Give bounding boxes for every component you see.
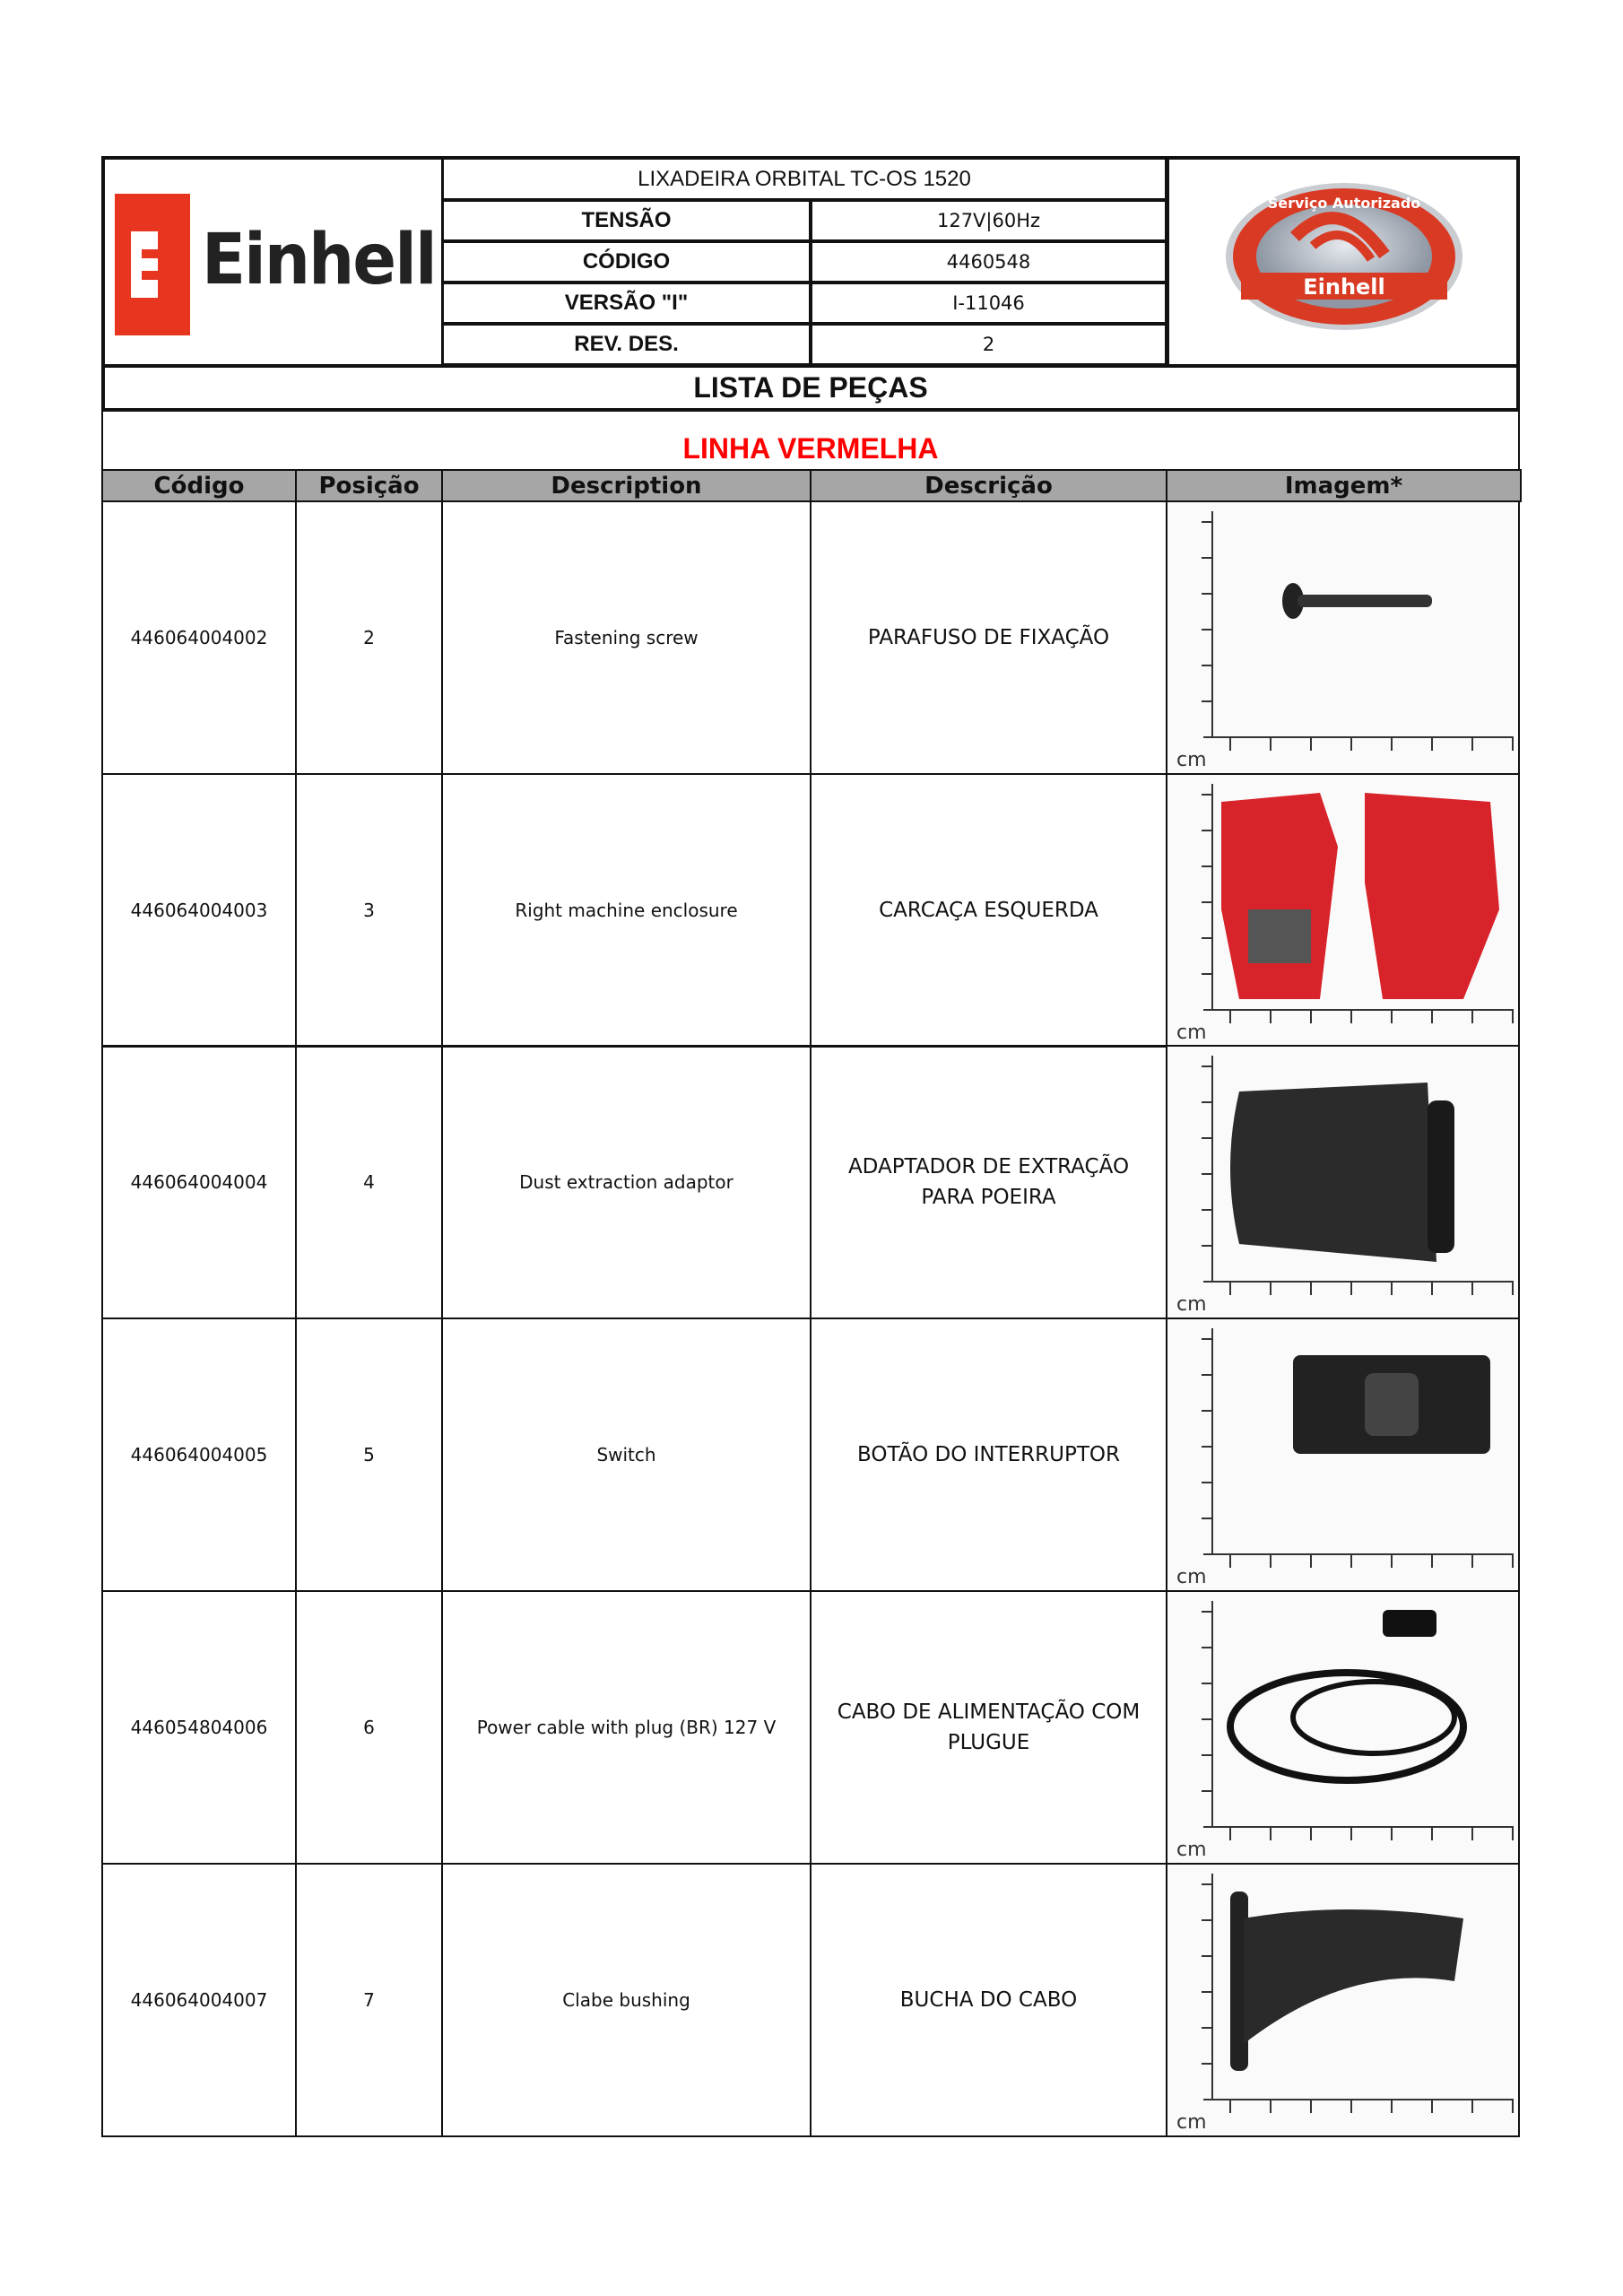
svg-text:cm: cm [1176, 1293, 1207, 1317]
part-image-switch [1166, 1318, 1520, 1592]
part-image-cable [1166, 1590, 1520, 1865]
table-cell-pos: 7 [295, 1863, 443, 2137]
svg-text:Serviço Autorizado: Serviço Autorizado [1267, 195, 1421, 212]
table-cell-desc_pt: CARCAÇA ESQUERDA [810, 773, 1167, 1048]
part-image-bushing [1166, 1863, 1520, 2137]
seal-cell [1166, 156, 1520, 368]
table-cell-code: 446064004002 [101, 500, 297, 775]
table-cell-pos: 3 [295, 773, 443, 1048]
table-cell-code: 446064004003 [101, 773, 297, 1048]
list-title: LISTA DE PEÇAS [101, 364, 1520, 412]
svg-text:cm: cm [1176, 1566, 1207, 1589]
field-label: CÓDIGO [441, 240, 812, 283]
table-cell-pos: 2 [295, 500, 443, 775]
table-cell-desc_pt: BUCHA DO CABO [810, 1863, 1167, 2137]
table-cell-code: 446054804006 [101, 1590, 297, 1865]
field-label: VERSÃO "I" [441, 282, 812, 325]
table-cell-code: 446064004004 [101, 1045, 297, 1319]
column-header: Imagem* [1166, 469, 1522, 502]
field-value: 2 [810, 323, 1167, 366]
column-header: Description [441, 469, 812, 502]
table-cell-desc_en: Switch [441, 1318, 812, 1592]
svg-text:Einhell: Einhell [1303, 274, 1385, 300]
einhell-logo: Einhell [202, 220, 436, 300]
table-cell-desc_en: Dust extraction adaptor [441, 1045, 812, 1319]
table-cell-desc_en: Power cable with plug (BR) 127 V [441, 1590, 812, 1865]
column-header: Descrição [810, 469, 1167, 502]
svg-text:cm: cm [1176, 2110, 1207, 2134]
field-label: REV. DES. [441, 323, 812, 366]
table-cell-desc_pt: BOTÃO DO INTERRUPTOR [810, 1318, 1167, 1592]
part-image-enclosure [1166, 773, 1520, 1048]
service-seal-icon [1169, 156, 1523, 368]
part-image-screw [1166, 500, 1520, 775]
svg-text:cm: cm [1176, 1838, 1207, 1861]
field-label: TENSÃO [441, 199, 812, 242]
field-value: 127V|60Hz [810, 199, 1167, 242]
column-header: Posição [295, 469, 443, 502]
table-cell-desc_pt: ADAPTADOR DE EXTRAÇÃO PARA POEIRA [810, 1045, 1167, 1319]
table-cell-pos: 4 [295, 1045, 443, 1319]
table-cell-pos: 6 [295, 1590, 443, 1865]
table-cell-desc_pt: CABO DE ALIMENTAÇÃO COM PLUGUE [810, 1590, 1167, 1865]
table-cell-code: 446064004005 [101, 1318, 297, 1592]
line-name: LINHA VERMELHA [101, 410, 1520, 471]
table-cell-desc_pt: PARAFUSO DE FIXAÇÃO [810, 500, 1167, 775]
logo-mark [115, 194, 190, 335]
svg-text:cm: cm [1176, 1021, 1207, 1044]
table-cell-code: 446064004007 [101, 1863, 297, 2137]
table-cell-desc_en: Right machine enclosure [441, 773, 812, 1048]
product-title: LIXADEIRA ORBITAL TC-OS 1520 [441, 156, 1167, 201]
column-header: Código [101, 469, 297, 502]
table-cell-desc_en: Fastening screw [441, 500, 812, 775]
table-cell-pos: 5 [295, 1318, 443, 1592]
table-cell-desc_en: Clabe bushing [441, 1863, 812, 2137]
field-value: 4460548 [810, 240, 1167, 283]
svg-text:cm: cm [1176, 749, 1207, 771]
part-image-adaptor [1166, 1045, 1520, 1319]
field-value: I-11046 [810, 282, 1167, 325]
